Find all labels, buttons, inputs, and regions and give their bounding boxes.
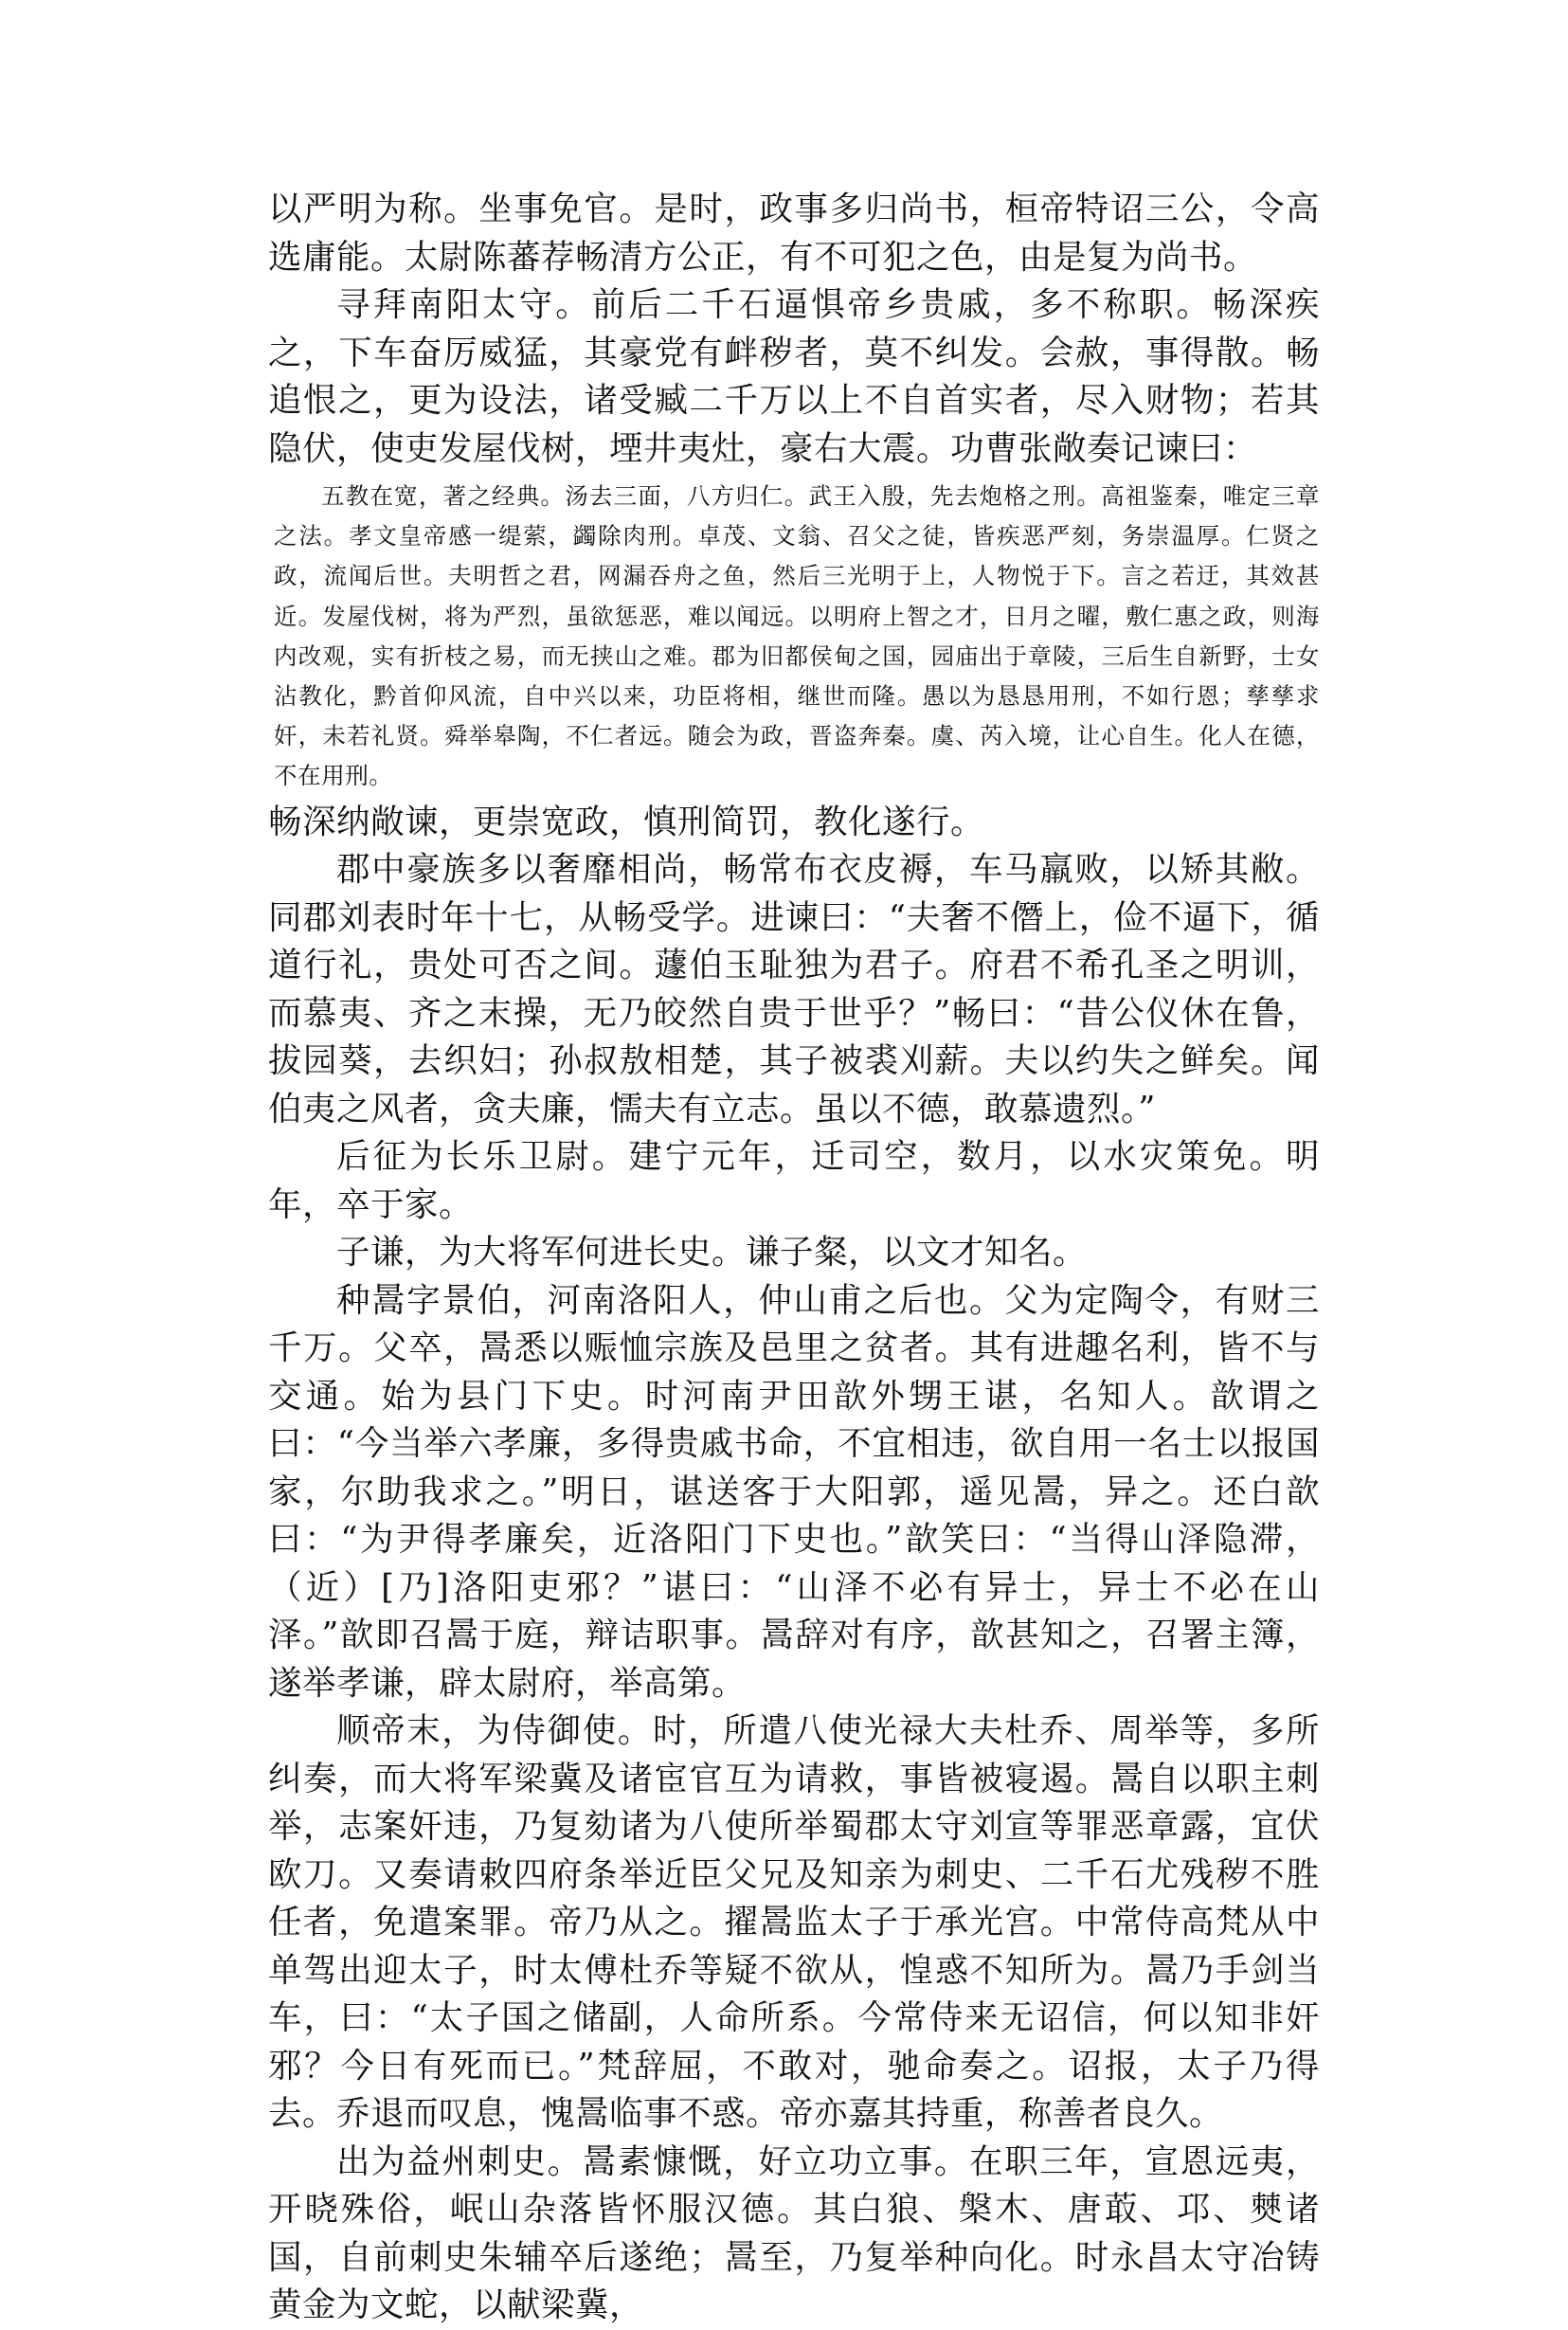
paragraph-1: 以严明为称。坐事免官。是时，政事多归尚书，桓帝特诏三公，令高选庸能。太尉陈蕃荐畅清方公正，有不可犯之色，由是复为尚书。 [268,190,1320,277]
paragraph-6: 后征为长乐卫尉。建宁元年，迁司空，数月，以水灾策免。明年，卒于家。 [268,1137,1320,1224]
memorial-quote-block: 五教在宽，著之经典。汤去三面，八方归仁。武王入殷，先去炮格之刑。高祖鉴秦，唯定三章之法。孝文皇帝感一缇萦，蠲除肉刑。卓茂、文翁、召父之徒，皆疾恶严刻，务崇温厚。仁贤之政，流闻后世。夫明哲之君，网漏吞舟之鱼，然后三光明于上，人物悦于下。言之若迂，其效甚近。发屋伐树，将为严烈，虽欲惩恶，难以闻远。以明府上智之才，日月之曜，敷仁惠之政，则海内改观，实有折枝之易，而无挟山之难。郡为旧都侯甸之国，园庙出于章陵，三后生自新野，士女沾教化，黔首仰风流，自中兴以来，功臣将相，继世而隆。愚以为恳恳用刑，不如行恩；孳孳求奸，未若礼贤。舜举皋陶，不仁者远。随会为政，晋盗奔秦。虞、芮入境，让心自生。化人在德，不在用刑。 [274,482,1320,790]
paragraph-4: 畅深纳敞谏，更崇宽政，慎刑简罚，教化遂行。 [268,802,985,841]
paragraph-2: 寻拜南阳太守。前后二千石逼惧帝乡贵戚，多不称职。畅深疾之，下车奋厉威猛，其豪党有衅秽者，莫不纠发。会赦，事得散。畅追恨之，更为设法，诸受臧二千万以上不自首实者，尽入财物；若其隐伏，使吏发屋伐树，堙井夷灶，豪右大震。功曹张敞奏记谏曰： [268,285,1320,468]
paragraph-10: 出为益州刺史。暠素慷慨，好立功立事。在职三年，宣恩远夷，开晓殊俗，岷山杂落皆怀服汉德。其白狼、槃木、唐菆、邛、僰诸国，自前刺史朱辅卒后遂绝；暠至，乃复举种向化。时永昌太守冶铸黄金为文蛇，以献梁冀， [268,2141,1320,2325]
paragraph-9: 顺帝末，为侍御使。时，所遣八使光禄大夫杜乔、周举等，多所纠奏，而大将军梁冀及诸宦官互为请救，事皆被寝遏。暠自以职主刺举，志案奸违，乃复劾诸为八使所举蜀郡太守刘宣等罪恶章露，宜伏欧刀。又奏请敕四府条举近臣父兄及知亲为刺史、二千石尤残秽不胜任者，免遣案罪。帝乃从之。擢暠监太子于承光宫。中常侍高梵从中单驾出迎太子，时太傅杜乔等疑不欲从，惶惑不知所为。暠乃手剑当车，曰：“太子国之储副，人命所系。今常侍来无诏信，何以知非奸邪？今日有死而已。”梵辞屈，不敢对，驰命奏之。诏报，太子乃得去。乔退而叹息，愧暠临事不惑。帝亦嘉其持重，称善者良久。 [268,1711,1320,2134]
document-page [268,186,1320,2330]
paragraph-7: 子谦，为大将军何进长史。谦子粲，以文才知名。 [336,1233,1088,1273]
paragraph-5: 郡中豪族多以奢靡相尚，畅常布衣皮褥，车马羸败，以矫其敝。同郡刘表时年十七，从畅受学。进谏曰：“夫奢不僭上，俭不逼下，循道行礼，贵处可否之间。蘧伯玉耻独为君子。府君不希孔圣之明训，而慕夷、齐之末操，无乃皎然自贵于世乎？”畅曰：“昔公仪休在鲁，拔园葵，去织妇；孙叔敖相楚，其子被裘刈薪。夫以约失之鲜矣。闻伯夷之风者，贪夫廉，懦夫有立志。虽以不德，敢慕遗烈。” [268,850,1320,1129]
paragraph-8: 种暠字景伯，河南洛阳人，仲山甫之后也。父为定陶令，有财三千万。父卒，暠悉以赈恤宗族及邑里之贫者。其有进趣名利，皆不与交通。始为县门下史。时河南尹田歆外甥王谌，名知人。歆谓之曰：“今当举六孝廉，多得贵戚书命，不宜相违，欲自用一名士以报国家，尔助我求之。”明日，谌送客于大阳郭，遥见暠，异之。还白歆曰：“为尹得孝廉矣，近洛阳门下史也。”歆笑曰：“当得山泽隐滞，（近）[乃]洛阳吏邪？”谌曰：“山泽不必有异士，异士不必在山泽。”歆即召暠于庭，辩诘职事。暠辞对有序，歆甚知之，召署主簿，遂举孝谦，辟太尉府，举高第。 [268,1280,1320,1703]
